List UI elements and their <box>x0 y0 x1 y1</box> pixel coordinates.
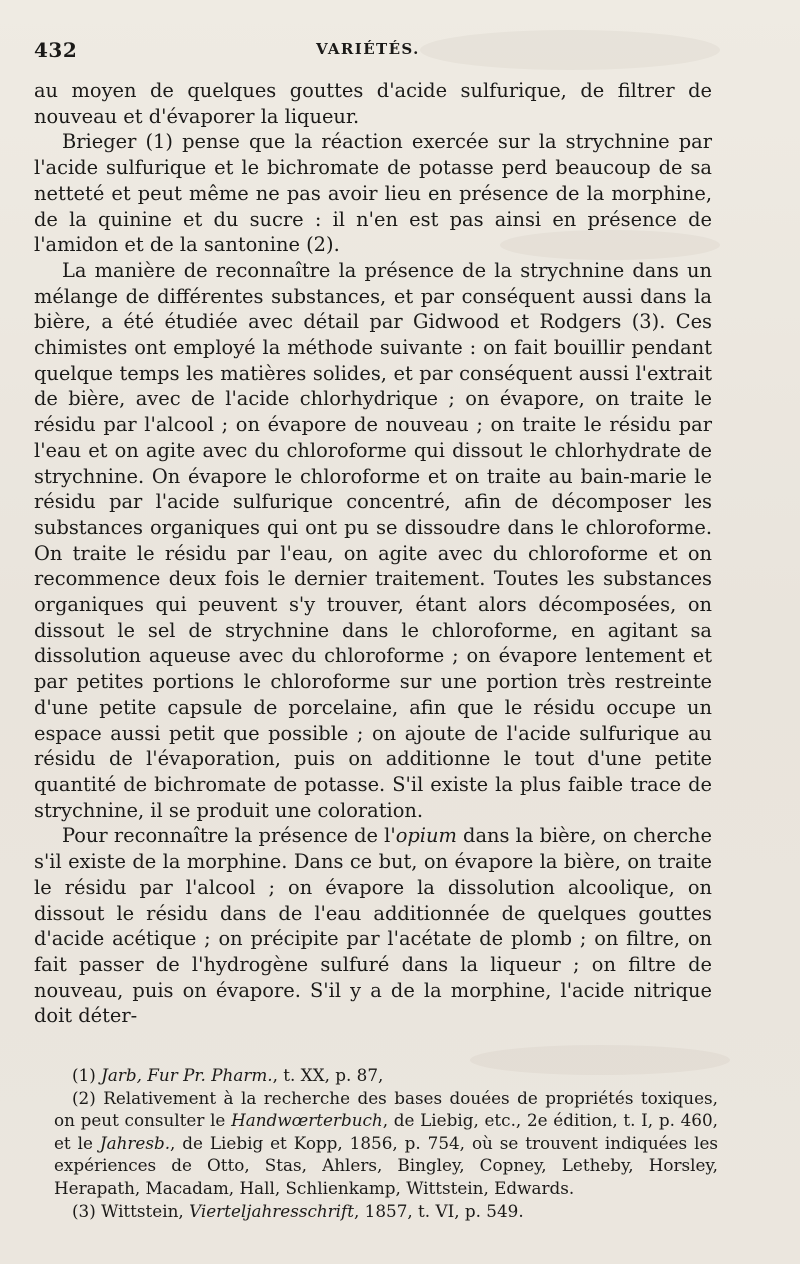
footnote-3-author: Wittstein, <box>101 1200 190 1221</box>
opium-word: opium <box>395 824 457 848</box>
paragraph-opium <box>34 823 712 1029</box>
footnote-2-text-b: , de Liebig, etc., 2e édition, t. I, p. 460, et le <box>54 1110 718 1153</box>
footnote-2 <box>54 1087 718 1200</box>
footnote-2-number: (2) <box>72 1087 104 1108</box>
running-title: VARIÉTÉS. <box>316 40 420 58</box>
footnote-2-text-c: , de Liebig et Kopp, 1856, p. 754, où se trouvent indiquées les expériences de Otto, Stas, Ahlers, Bingley, Copney, Letheby, Horsley, Herapath, Macadam, Hall, Schlienkamp, Wittstein, Edwards. <box>54 1132 718 1198</box>
footnote-1 <box>54 1064 718 1087</box>
footnote-2-handwoerterbuch: Handwœrterbuch <box>231 1110 383 1131</box>
footnotes <box>54 1064 718 1222</box>
footnote-1-ref: , t. XX, p. 87, <box>272 1065 384 1085</box>
paragraph-brieger: Brieger (1) pense que la réaction exercée sur la strychnine par l'acide sulfurique et le bichromate de potasse perd beaucoup de sa netteté et peut même ne pas avoir lieu en présence de la morphine, de la quinine et du sucre : il n'en est pas ainsi en présence de l'amidon et de la santonine (2). <box>34 130 712 257</box>
footnote-2-jahresb: Jahresb. <box>99 1132 171 1153</box>
page-number: 432 <box>34 38 78 62</box>
main-text <box>34 78 712 1029</box>
footnote-3-journal: Vierteljahresschrift <box>189 1200 354 1221</box>
footnote-3 <box>54 1200 718 1223</box>
paragraph-opium-rest: dans la bière, on cherche s'il existe de la morphine. Dans ce but, on évapore la bière, on traite le résidu par l'alcool ; on évapore la dissolution alcoolique, on dissout le résidu dans de l'eau additionnée de quelques gouttes d'acide acétique ; on précipite par l'acétate de plomb ; on filtre, on fait passer de l'hydrogène sulfuré dans la liqueur ; on filtre de nouveau, puis on évapore. S'il y a de la morphine, l'acide nitrique doit déter- <box>34 824 712 1028</box>
footnote-3-ref: , 1857, t. VI, p. 549. <box>354 1200 524 1221</box>
footnote-2-text-a: Relativement à la recherche des bases douées de propriétés toxiques, on peut consulter le <box>54 1087 718 1131</box>
footnote-1-number: (1) <box>72 1065 102 1085</box>
paragraph-continuation: au moyen de quelques gouttes d'acide sulfurique, de filtrer de nouveau et d'évaporer la liqueur. <box>34 79 712 128</box>
paragraph-strychnine-method: La manière de reconnaître la présence de la strychnine dans un mélange de différentes substances, et par conséquent aussi dans la bière, a été étudiée avec détail par Gidwood et Rodgers (3). Ces chimistes ont employé la méthode suivante : on fait bouillir pendant quelque temps les matières solides, et par conséquent aussi l'extrait de bière, avec de l'acide chlorhydrique ; on évapore, on traite le résidu par l'alcool ; on évapore de nouveau ; on traite le résidu par l'eau et on agite avec du chloroforme qui dissout le chlorhydrate de strychnine. On évapore le chloroforme et on traite au bain-marie le résidu par l'acide sulfurique concentré, afin de décomposer les substances organiques qui ont pu se dissoudre dans le chloroforme. On traite le résidu par l'eau, on agite avec du chloroforme et on recommence deux fois le dernier traitement. Toutes les substances organiques qui peuvent s'y trouver, étant alors décomposées, on dissout le sel de strychnine dans le chloroforme, en agitant sa dissolution aqueuse avec du chloroforme ; on évapore lentement et par petites portions le chloroforme sur une portion très restreinte d'une petite capsule de porcelaine, afin que le résidu occupe un espace aussi petit que possible ; on ajoute de l'acide sulfurique au résidu de l'évaporation, puis on additionne le tout d'une petite quantité de bichromate de potasse. S'il existe la plus faible trace de strychnine, il se produit une coloration. <box>34 258 712 822</box>
paragraph-opium-start: Pour reconnaître la présence de l' <box>62 824 396 848</box>
footnote-3-number: (3) <box>72 1200 102 1221</box>
page-header <box>34 38 734 62</box>
footnote-1-source: Jarb, Fur Pr. Pharm. <box>101 1065 273 1085</box>
